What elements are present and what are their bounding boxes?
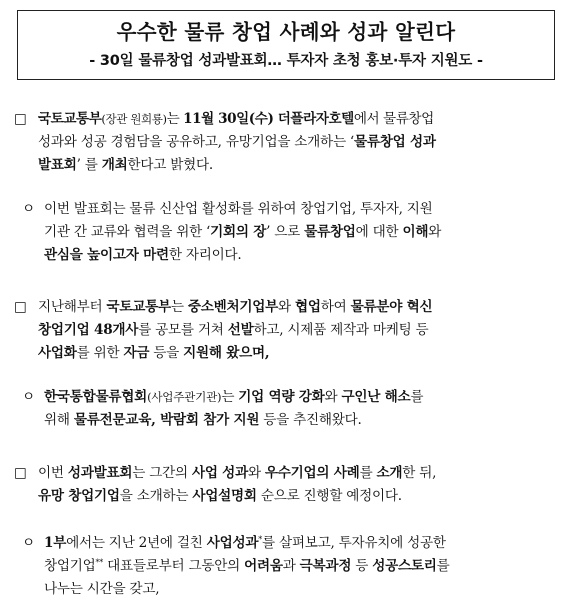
paragraph-line: 기관 간 교류와 협력을 위한 ‘기회의 장’ 으로 물류창업에 대한 이해와 [44, 224, 442, 240]
paragraph-line: 지난해부터 국토교통부는 중소벤처기업부와 협업하여 물류분야 혁신 [38, 299, 433, 315]
paragraph-line: 관심을 높이고자 마련한 자리이다. [44, 247, 242, 263]
paragraph-line: 사업화를 위한 자금 등을 지원해 왔으며, [38, 345, 270, 361]
paragraph-line: 이번 발표회는 물류 신산업 활성화를 위하여 창업기업, 투자자, 지원 [44, 201, 433, 217]
headline-box [17, 10, 555, 80]
paragraph-line: 발표회’ 를 개최한다고 밝혔다. [38, 157, 213, 173]
paragraph-line: 한국통합물류협회(사업주관기관)는 기업 역량 강화와 구인난 해소를 [44, 389, 424, 405]
paragraph-line: 창업기업 48개사를 공모를 거쳐 선발하고, 시제품 제작과 마케팅 등 [38, 322, 429, 338]
paragraph-line: 나누는 시간을 갖고, [44, 581, 160, 597]
paragraph-line: 유망 창업기업을 소개하는 사업설명회 순으로 진행할 예정이다. [38, 488, 402, 504]
circle-bullet: ㅇ [22, 535, 36, 551]
paragraph-line: 위해 물류전문교육, 박람회 참가 지원 등을 추진해왔다. [44, 412, 362, 428]
paragraph-line: 1부에서는 지난 2년에 걸친 사업성과*를 살펴보고, 투자유치에 성공한 [44, 535, 446, 551]
paragraph-line: 성과와 성공 경험담을 공유하고, 유망기업을 소개하는 ‘물류창업 성과 [38, 134, 436, 150]
circle-bullet: ㅇ [22, 389, 36, 405]
paragraph-line: 이번 성과발표회는 그간의 사업 성과와 우수기업의 사례를 소개한 뒤, [38, 465, 437, 481]
circle-bullet: ㅇ [22, 201, 36, 217]
square-bullet: □ [14, 299, 27, 315]
square-bullet: □ [14, 465, 27, 481]
paragraph-line: 창업기업** 대표들로부터 그동안의 어려움과 극복과정 등 성공스토리를 [44, 558, 450, 574]
headline-subtitle: - 30일 물류창업 성과발표회… 투자자 초청 홍보·투자 지원도 - [89, 53, 483, 69]
paragraph-line: 국토교통부(장관 원희룡)는 11월 30일(수) 더플라자호텔에서 물류창업 [38, 111, 434, 127]
square-bullet: □ [14, 111, 27, 127]
headline-title: 우수한 물류 창업 사례와 성과 알린다 [116, 20, 456, 44]
